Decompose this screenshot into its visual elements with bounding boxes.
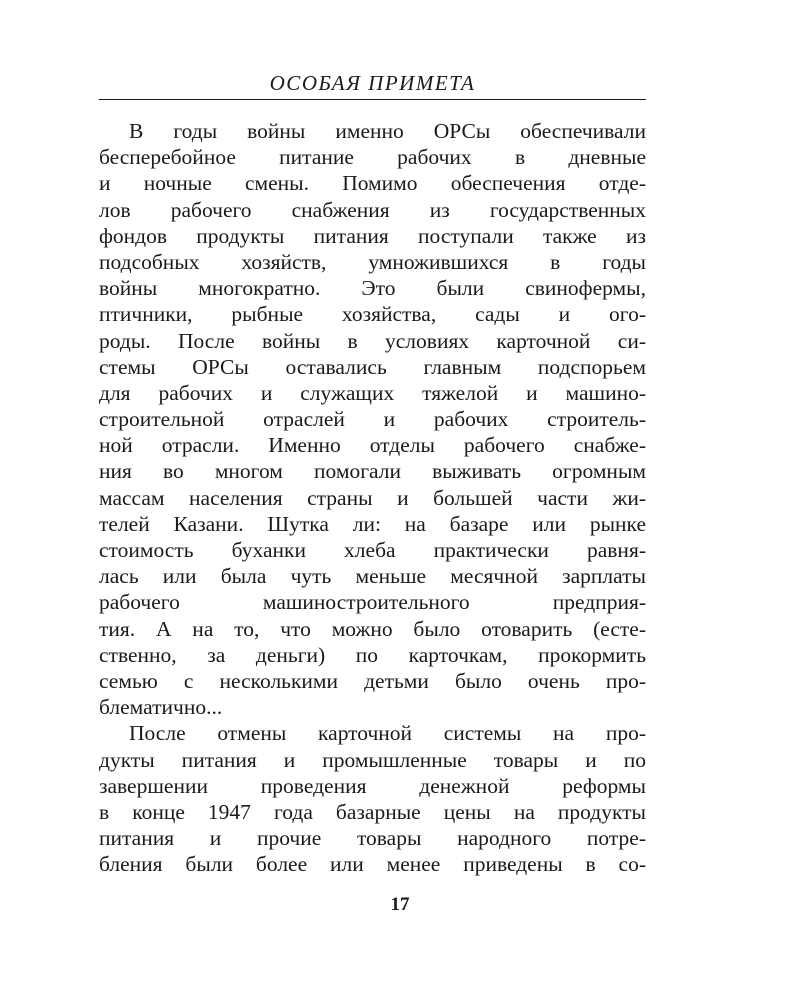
text-line: птичники, рыбные хозяйства, сады и ого- — [99, 302, 646, 327]
text-line: для рабочих и служащих тяжелой и машино- — [99, 380, 646, 405]
header-rule — [99, 99, 646, 100]
text-line: массам населения страны и большей части жи- — [99, 485, 646, 510]
text-line: строительной отраслей и рабочих строитель- — [99, 407, 646, 432]
text-line: дукты питания и промышленные товары и по — [99, 747, 646, 772]
text-line: ния во многом помогали выживать огромным — [99, 459, 646, 484]
text-line: стемы ОРСы оставались главным подспорьем — [99, 354, 646, 379]
text-line: После отмены карточной системы на про- — [129, 721, 646, 746]
text-line: лась или была чуть меньше месячной зарплаты — [99, 564, 646, 589]
text-line: ственно, за деньги) по карточкам, прокормить — [99, 642, 646, 667]
text-line: В годы войны именно ОРСы обеспечивали — [129, 119, 646, 143]
text-line: тия. А на то, что можно было отоварить (есте- — [99, 616, 646, 641]
text-line: стоимость буханки хлеба практически равня- — [99, 538, 646, 562]
text-line: роды. После войны в условиях карточной си- — [99, 328, 646, 353]
text-line: бления были более или менее приведены в со- — [99, 852, 646, 877]
text-line: бесперебойное питание рабочих в дневные — [99, 145, 646, 170]
text-line: ной отрасли. Именно отделы рабочего снабже- — [99, 433, 646, 458]
running-head-title: ОСОБАЯ ПРИМЕТА — [269, 71, 476, 95]
text-line: и ночные смены. Помимо обеспечения отде- — [99, 171, 646, 196]
text-line: блематично... — [99, 695, 223, 720]
text-line: фондов продукты питания поступали также из — [99, 223, 646, 248]
text-line: войны многократно. Это были свинофермы, — [99, 276, 646, 301]
text-line: лов рабочего снабжения из государственных — [99, 197, 646, 222]
text-line: подсобных хозяйств, умножившихся в годы — [99, 249, 646, 274]
body-text — [99, 118, 646, 877]
text-line: телей Казани. Шутка ли: на базаре или рынке — [99, 511, 646, 536]
text-line: завершении проведения денежной реформы — [99, 773, 646, 798]
text-line: питания и прочие товары народного потре- — [99, 826, 646, 851]
text-line: рабочего машиностроительного предприя- — [99, 590, 646, 615]
text-line: семью с несколькими детьми было очень про- — [99, 668, 646, 693]
text-line: в конце 1947 года базарные цены на продукты — [99, 799, 646, 824]
page-number: 17 — [390, 894, 410, 915]
